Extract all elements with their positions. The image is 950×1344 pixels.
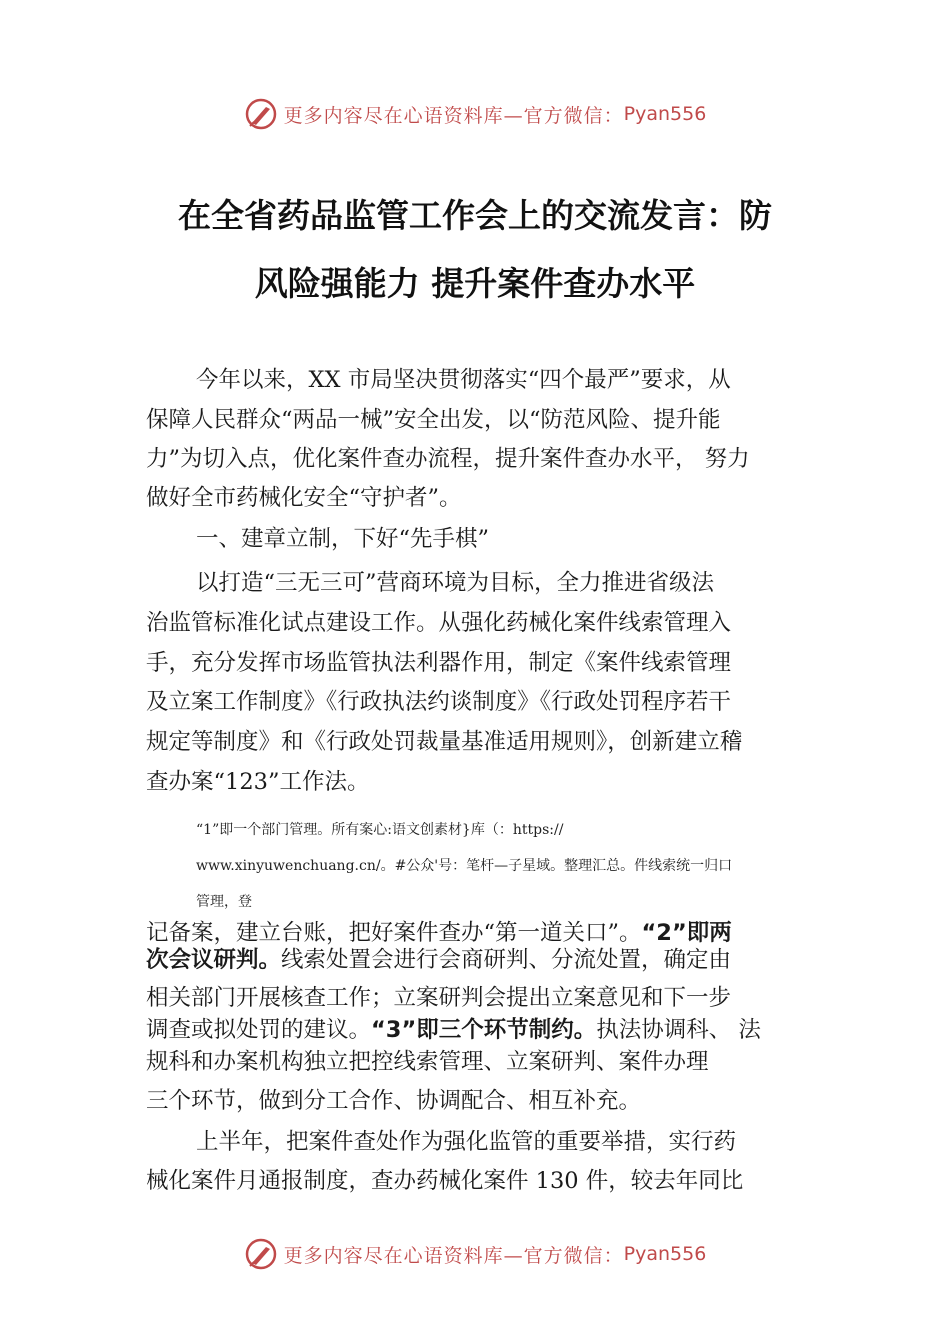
paragraph-line: 及立案工作制度》《行政执法约谈制度》《行政处罚程序若干	[146, 689, 732, 715]
document-title-line-1: 在全省药品监管工作会上的交流发言：防	[178, 196, 772, 235]
paragraph-line: 械化案件月通报制度，查办药械化案件 130 件，较去年同比	[146, 1168, 744, 1194]
paragraph-line: 做好全市药械化安全“守护者”。	[146, 485, 462, 511]
text-segment: 记备案，建立台账，把好案件查办“第一道关口”。	[146, 920, 642, 946]
watermark-wechat-id: Pyan556	[623, 103, 707, 125]
bold-text-segment: 次会议研判。	[146, 947, 282, 973]
text-segment: 执法协调科、 法	[596, 1017, 761, 1043]
bold-text-segment: “3”即三个环节制约。	[371, 1017, 597, 1043]
watermark-banner-bottom	[0, 1234, 950, 1274]
small-text-line: 管理，登	[196, 894, 252, 910]
paragraph-line: 查办案“123”工作法。	[146, 769, 370, 795]
pen-logo-icon	[244, 1237, 278, 1271]
paragraph-line: 规科和办案机构独立把控线索管理、立案研判、案件办理	[146, 1049, 709, 1075]
watermark-wechat-id: Pyan556	[623, 1243, 707, 1265]
paragraph-line: 三个环节，做到分工合作、协调配合、相互补充。	[146, 1088, 642, 1114]
paragraph-line: 手，充分发挥市场监管执法利器作用，制定《案件线索管理	[146, 650, 732, 676]
paragraph-line: 保障人民群众“两品一械”安全出发，以“防范风险、提升能	[146, 407, 721, 433]
paragraph-line: 力”为切入点，优化案件查办流程，提升案件查办水平， 努力	[146, 446, 750, 472]
text-segment: 调查或拟处罚的建议。	[146, 1017, 372, 1043]
paragraph-line: 规定等制度》和《行政处罚裁量基准适用规则》，创新建立稽	[146, 729, 743, 755]
watermark-text: 更多内容尽在心语资料库—官方微信：	[283, 1244, 624, 1267]
watermark-text: 更多内容尽在心语资料库—官方微信：	[283, 104, 624, 127]
document-title-line-2: 风险强能力 提升案件查办水平	[254, 264, 696, 303]
paragraph-line	[146, 942, 731, 974]
paragraph-line: 以打造“三无三可”营商环境为目标，全力推进省级法	[196, 570, 715, 596]
paragraph-line: 相关部门开展核查工作；立案研判会提出立案意见和下一步	[146, 985, 732, 1011]
small-text-line: www.xinyuwenchuang.cn/。#公众'号：笔杆—子星域。整理汇总。件线索统一归口	[196, 858, 733, 874]
paragraph-line: 上半年，把案件查处作为强化监管的重要举措，实行药	[196, 1129, 737, 1155]
small-text-line: “1”即一个部门管理。所有案心:语文创素材}库（：https://	[196, 822, 564, 838]
paragraph-line: 今年以来，XX 市局坚决贯彻落实“四个最严”要求，从	[196, 367, 731, 393]
text-segment: 线索处置会进行会商研判、分流处置，确定由	[281, 947, 732, 973]
bold-text-segment: “2”即两	[641, 920, 732, 946]
paragraph-line: 治监管标准化试点建设工作。从强化药械化案件线索管理入	[146, 610, 732, 636]
section-heading: 一、建章立制，下好“先手棋”	[196, 526, 490, 552]
watermark-banner-top	[0, 94, 950, 134]
paragraph-line	[146, 1012, 761, 1044]
pen-logo-icon	[244, 97, 278, 131]
